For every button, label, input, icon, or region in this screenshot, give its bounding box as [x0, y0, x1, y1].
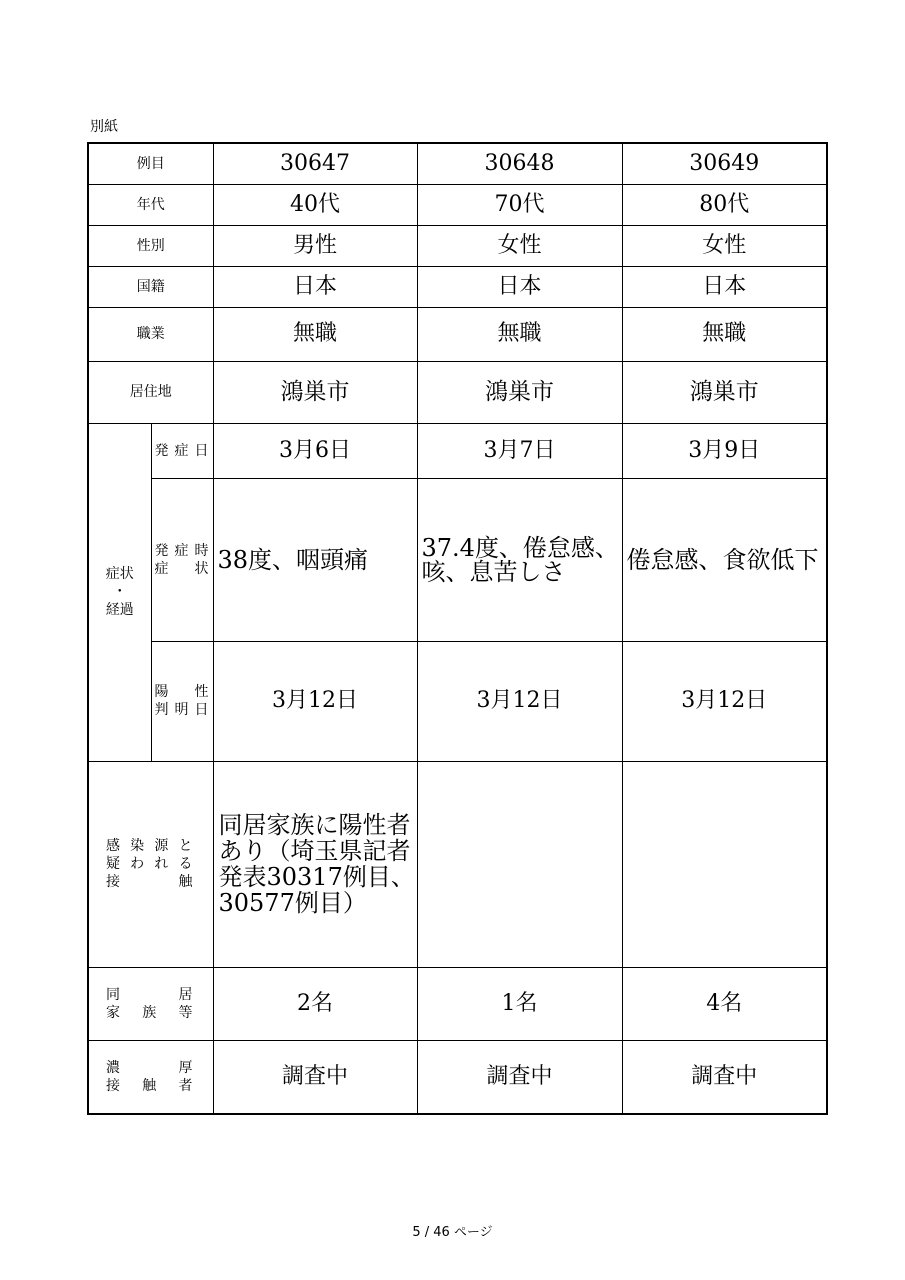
case-1-close-contacts: 調査中: [213, 1040, 417, 1114]
case-1-number: 30647: [213, 143, 417, 184]
case-1-occupation: 無職: [213, 307, 417, 361]
case-2-close-contacts: 調査中: [417, 1040, 622, 1114]
case-1-nationality: 日本: [213, 266, 417, 307]
case-1-onset-symptoms: 38度、咽頭痛: [213, 478, 417, 641]
case-3-residence: 鴻巣市: [622, 361, 827, 423]
case-2-positive-date: 3月12日: [417, 641, 622, 761]
row-onset-date: [88, 423, 827, 478]
label-onset-symptoms: 発症時 症状: [154, 542, 209, 577]
case-3-number: 30649: [622, 143, 827, 184]
label-occupation: 職業: [88, 307, 213, 361]
case-3-infection-source: [622, 761, 827, 967]
case-3-nationality: 日本: [622, 266, 827, 307]
attachment-label: 別紙: [90, 119, 118, 135]
label-symptoms-course: 症状 ・ 経過: [88, 423, 151, 761]
row-close-contacts: [88, 1040, 827, 1114]
case-1-age: 40代: [213, 184, 417, 225]
row-sex: [88, 225, 827, 266]
row-infection-source: [88, 761, 827, 967]
case-1-residence: 鴻巣市: [213, 361, 417, 423]
case-table: [87, 142, 828, 1115]
label-age: 年代: [88, 184, 213, 225]
case-2-age: 70代: [417, 184, 622, 225]
case-2-nationality: 日本: [417, 266, 622, 307]
case-2-household: 1名: [417, 967, 622, 1040]
case-1-household: 2名: [213, 967, 417, 1040]
case-3-sex: 女性: [622, 225, 827, 266]
case-2-residence: 鴻巣市: [417, 361, 622, 423]
case-3-occupation: 無職: [622, 307, 827, 361]
row-age: [88, 184, 827, 225]
label-infection-source-cell: [88, 761, 213, 967]
case-2-infection-source: [417, 761, 622, 967]
page-number: 5 / 46 ページ: [412, 1225, 493, 1240]
label-onset-symptoms-cell: [151, 478, 213, 641]
label-onset-date-cell: [151, 423, 213, 478]
label-residence: 居住地: [88, 361, 213, 423]
case-1-onset-date: 3月6日: [213, 423, 417, 478]
label-case-number: 例目: [88, 143, 213, 184]
case-3-onset-date: 3月9日: [622, 423, 827, 478]
case-2-occupation: 無職: [417, 307, 622, 361]
row-household: [88, 967, 827, 1040]
label-positive-date: 陽性 判明日: [154, 684, 209, 718]
label-close-contacts-cell: [88, 1040, 213, 1114]
row-case-number: [88, 143, 827, 184]
case-2-sex: 女性: [417, 225, 622, 266]
row-residence: [88, 361, 827, 423]
label-onset-date: 発症日: [154, 442, 209, 459]
case-2-onset-date: 3月7日: [417, 423, 622, 478]
case-1-sex: 男性: [213, 225, 417, 266]
label-close-contacts: 濃厚 接触者: [106, 1059, 193, 1094]
case-3-household: 4名: [622, 967, 827, 1040]
row-nationality: [88, 266, 827, 307]
case-1-infection-source: 同居家族に陽性者 あり（埼玉県記者 発表30317例目、 30577例目）: [213, 761, 417, 967]
case-3-age: 80代: [622, 184, 827, 225]
label-household-cell: [88, 967, 213, 1040]
label-infection-source: 感染源と 疑われる 接触: [106, 838, 193, 890]
case-3-positive-date: 3月12日: [622, 641, 827, 761]
label-sex: 性別: [88, 225, 213, 266]
case-2-onset-symptoms: 37.4度、倦怠感、 咳、息苦しさ: [417, 478, 622, 641]
row-onset-symptoms: [88, 478, 827, 641]
row-positive-date: [88, 641, 827, 761]
label-positive-date-cell: [151, 641, 213, 761]
case-3-close-contacts: 調査中: [622, 1040, 827, 1114]
case-2-number: 30648: [417, 143, 622, 184]
label-nationality: 国籍: [88, 266, 213, 307]
row-occupation: [88, 307, 827, 361]
case-1-positive-date: 3月12日: [213, 641, 417, 761]
label-household: 同居 家族等: [106, 986, 193, 1021]
case-3-onset-symptoms: 倦怠感、食欲低下: [622, 478, 827, 641]
